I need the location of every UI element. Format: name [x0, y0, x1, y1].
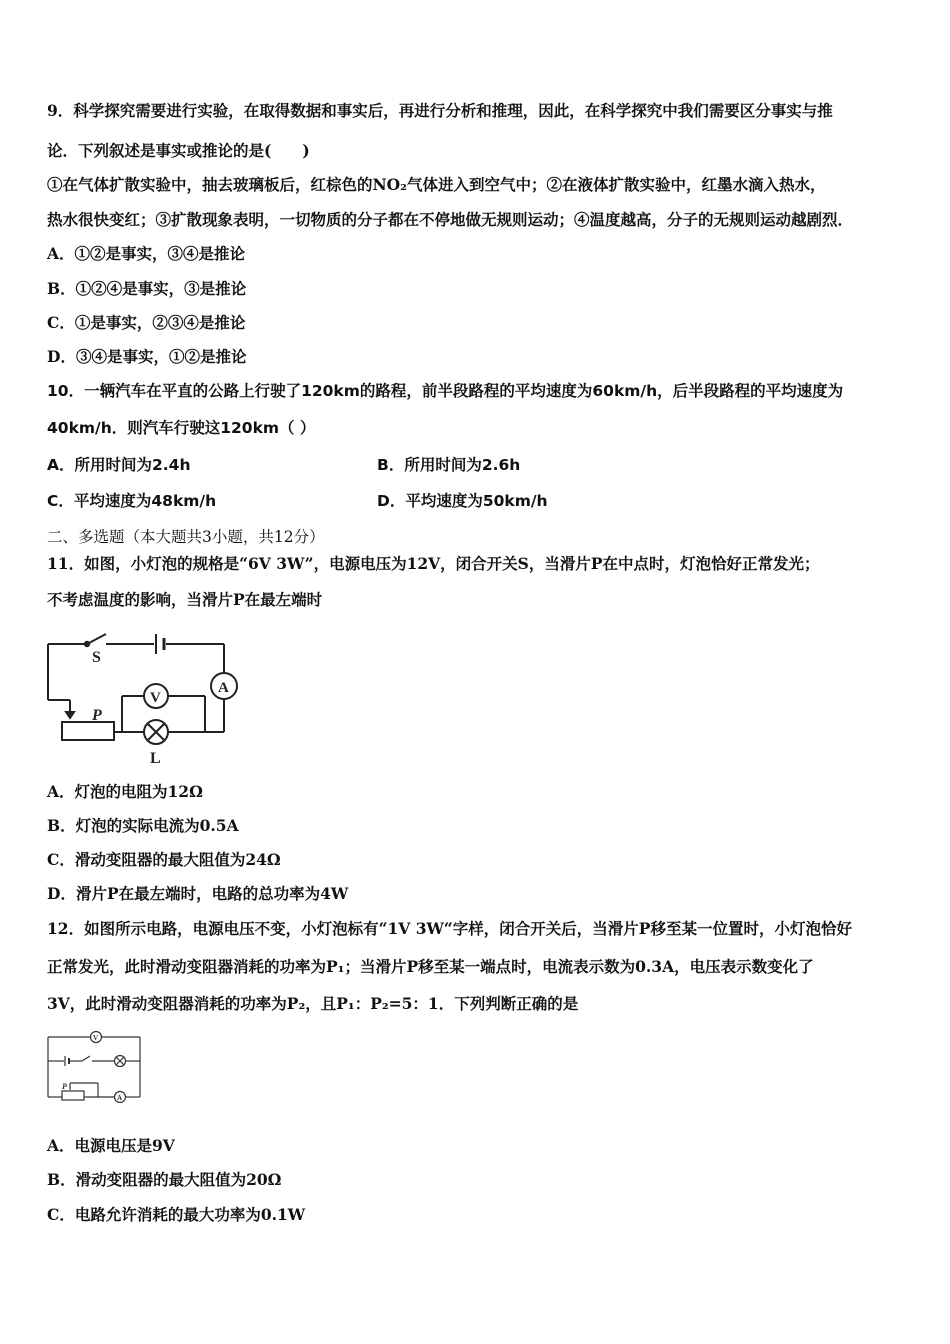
q9-stem-line1: 9．科学探究需要进行实验，在取得数据和事实后，再进行分析和推理，因此，在科学探究中我们需要区分事实与推 [47, 101, 833, 120]
section-heading-multi-choice: 二、多选题（本大题共3小题，共12分） [47, 528, 325, 546]
q11-stem-line1: 11．如图，小灯泡的规格是“6V 3W”，电源电压为12V，闭合开关S，当滑片P在中点时，灯泡恰好正常发光； [47, 554, 820, 573]
q9-stem-line3: ①在气体扩散实验中，抽去玻璃板后，红棕色的NO₂气体进入到空气中；②在液体扩散实验中，红墨水滴入热水， [47, 175, 826, 194]
q10-option-a[interactable]: A．所用时间为2.4h [47, 456, 191, 474]
q10-option-c[interactable]: C．平均速度为48km/h [47, 492, 217, 510]
q12-option-a[interactable]: A．电源电压是9V [47, 1136, 175, 1155]
q12-option-c[interactable]: C．电路允许消耗的最大功率为0.1W [47, 1205, 306, 1224]
q9-option-a[interactable]: A．①②是事实，③④是推论 [47, 244, 246, 263]
voltmeter-label: V [150, 690, 161, 706]
q11-option-a[interactable]: A．灯泡的电阻为12Ω [47, 782, 203, 801]
q11-option-c[interactable]: C．滑动变阻器的最大阻值为24Ω [47, 850, 281, 869]
q10-option-b[interactable]: B．所用时间为2.6h [377, 456, 521, 474]
q12-stem-line1: 12．如图所示电路，电源电压不变，小灯泡标有“1V 3W“字样，闭合开关后，当滑片P移至某一位置时，小灯泡恰好 [47, 919, 852, 938]
q11-stem-line2: 不考虑温度的影响，当滑片P在最左端时 [47, 590, 323, 609]
q12-voltmeter-label: V [93, 1034, 99, 1042]
q12-slider-label: P [62, 1082, 67, 1091]
q10-stem-line2: 40km/h．则汽车行驶这120km（ ） [47, 419, 316, 437]
q11-option-d[interactable]: D．滑片P在最左端时，电路的总功率为4W [47, 884, 349, 903]
q12-option-b[interactable]: B．滑动变阻器的最大阻值为20Ω [47, 1170, 282, 1189]
q9-stem-line4: 热水很快变红；③扩散现象表明，一切物质的分子都在不停地做无规则运动；④温度越高，分子的无规则运动越剧烈． [47, 210, 854, 229]
lamp-label: L [150, 750, 161, 767]
q9-option-b[interactable]: B．①②④是事实，③是推论 [47, 279, 247, 298]
q12-circuit-diagram [44, 1027, 148, 1103]
q9-stem-line2: 论．下列叙述是事实或推论的是( ) [47, 141, 310, 160]
switch-label: S [92, 649, 101, 666]
ammeter-label: A [218, 680, 229, 696]
q12-ammeter-label: A [117, 1094, 123, 1102]
slider-label: P [92, 707, 102, 724]
q9-option-c[interactable]: C．①是事实，②③④是推论 [47, 313, 246, 332]
q11-circuit-diagram [40, 622, 250, 767]
q12-stem-line2: 正常发光，此时滑动变阻器消耗的功率为P₁；当滑片P移至某一端点时，电流表示数为0.3A，电压表示数变化了 [47, 957, 814, 976]
q11-option-b[interactable]: B．灯泡的实际电流为0.5A [47, 816, 239, 835]
q10-option-d[interactable]: D．平均速度为50km/h [377, 492, 548, 510]
q12-stem-line3: 3V，此时滑动变阻器消耗的功率为P₂，且P₁：P₂=5：1．下列判断正确的是 [47, 994, 579, 1013]
q10-stem-line1: 10．一辆汽车在平直的公路上行驶了120km的路程，前半段路程的平均速度为60km/h，后半段路程的平均速度为 [47, 382, 844, 400]
q9-option-d[interactable]: D．③④是事实，①②是推论 [47, 347, 247, 366]
